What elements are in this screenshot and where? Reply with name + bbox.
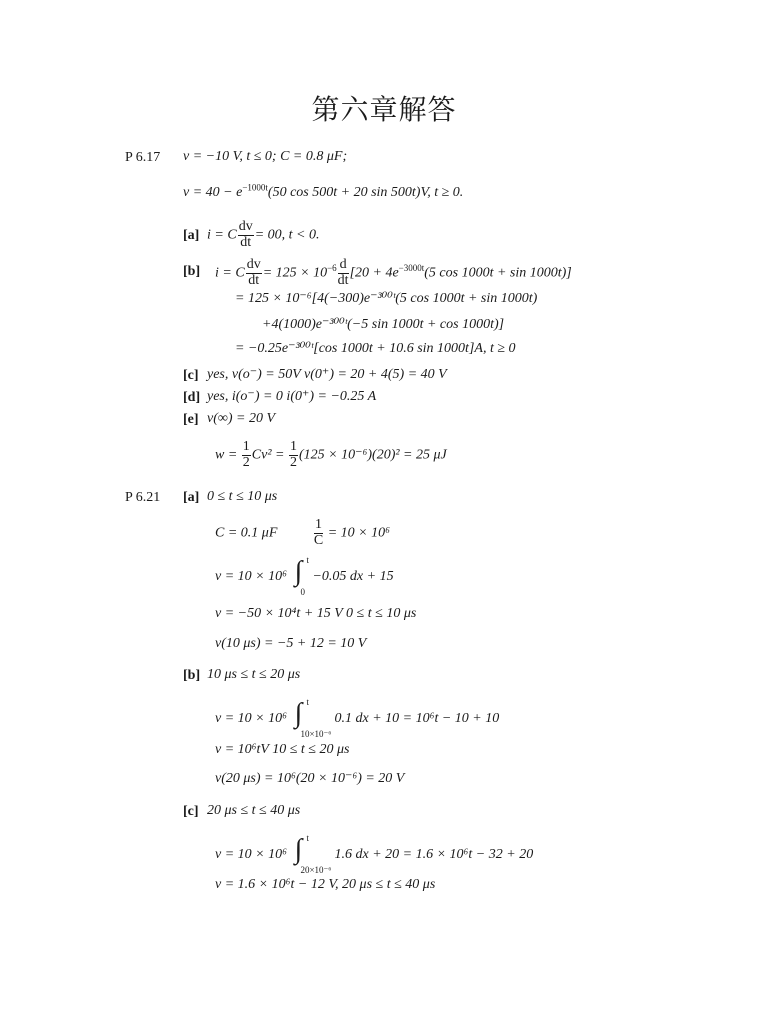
half-1-den: 2 [242, 454, 250, 470]
part-b-line-3 [262, 318, 504, 332]
p621-a-int-post: −0.05 dx + 15 [312, 569, 394, 585]
part-a-label: [a] [183, 228, 200, 243]
p621-part-b-label: [b] [183, 668, 201, 683]
part-c-body: yes, v(o⁻) = 50V v(0⁺) = 20 + 4(5) = 40 V [207, 367, 447, 382]
p621-a-voltage [215, 607, 416, 621]
given-2-exp: −1000t [242, 182, 268, 193]
p621-part-c-range [207, 804, 300, 818]
part-e-label: [e] [183, 412, 199, 427]
p621-part-b-range [207, 668, 300, 682]
part-b-l1b: [20 + 4e [349, 265, 399, 281]
w-mid: Cv² = [251, 447, 285, 463]
integral-sign: ∫ t 0 [294, 555, 309, 597]
dvdt-b-num: dv [246, 257, 261, 272]
part-d-label: [d] [183, 390, 201, 405]
w-rhs: (125 × 10⁻⁶)(20)² = 25 μJ [299, 447, 447, 463]
p621-a-v-text: v = −50 × 10⁴t + 15 V 0 ≤ t ≤ 10 μs [215, 606, 417, 621]
p621-part-c-label: [c] [183, 804, 199, 819]
d-num: d [339, 257, 347, 272]
inverse-c-num: 1 [315, 517, 323, 532]
p621-a-range-text: 0 ≤ t ≤ 10 μs [207, 489, 278, 504]
part-b-label: [b] [183, 264, 201, 279]
p621-c-range-text: 20 μs ≤ t ≤ 40 μs [207, 803, 301, 818]
half-1-num: 1 [242, 439, 250, 454]
part-d-text [207, 390, 376, 404]
part-c-text [207, 368, 447, 382]
p621-a-int-pre: v = 10 × 10⁶ [215, 569, 287, 585]
dt-den: dt [337, 272, 349, 288]
part-b-l1a: = 125 × 10 [262, 265, 328, 281]
int-c-lower: 20×10⁻⁶ [300, 865, 332, 875]
part-c-label: [c] [183, 368, 199, 383]
p621-b-v20 [215, 772, 404, 786]
part-e-body: v(∞) = 20 V [207, 411, 276, 426]
part-a-lhs: i = C [207, 227, 237, 243]
problem-label-6-21: P 6.21 [125, 490, 161, 505]
half-2-den: 2 [290, 454, 297, 470]
capacitance-value: C = 0.1 μF [215, 525, 278, 541]
w-lhs: w = [215, 447, 238, 463]
problem-label-6-17: P 6.17 [125, 150, 161, 165]
energy-equation [215, 440, 447, 470]
given-2-b: (50 cos 500t + 20 sin 500t)V, t ≥ 0. [267, 185, 464, 200]
part-e-text [207, 412, 275, 426]
p621-part-a-range [207, 490, 277, 504]
given-line-1 [183, 150, 347, 164]
d-dt-fraction [338, 258, 349, 288]
p621-b-int-post: 0.1 dx + 10 = 10⁶t − 10 + 10 [334, 711, 500, 727]
p621-c-voltage [215, 878, 435, 892]
p621-c-integral [215, 833, 534, 875]
int-b-lower: 10×10⁻⁶ [300, 729, 332, 739]
capacitance-line [215, 518, 390, 548]
dvdt-fraction [238, 220, 254, 250]
part-b-l1-exp2: −3000t [398, 262, 425, 273]
p621-a-integral [215, 555, 394, 597]
int-c-upper: t [306, 833, 309, 843]
dvdt-num: dv [238, 219, 253, 234]
int-b-upper: t [306, 697, 309, 707]
integral-sign-b: ∫ t 10×10⁻⁶ [294, 697, 332, 739]
part-b-l1-exp: −6 [327, 262, 337, 273]
p621-b-integral [215, 697, 500, 739]
half-fraction-1 [242, 440, 251, 470]
given-line-2 [183, 182, 464, 200]
page-title: 第六章解答 [311, 93, 457, 126]
p621-b-range-text: 10 μs ≤ t ≤ 20 μs [207, 667, 301, 682]
p621-a-v10 [215, 637, 366, 651]
p621-b-v-text: v = 10⁶tV 10 ≤ t ≤ 20 μs [215, 742, 350, 757]
part-a-eq [207, 220, 319, 250]
dvdt-den: dt [240, 234, 252, 250]
p621-c-int-post: 1.6 dx + 20 = 1.6 × 10⁶t − 32 + 20 [334, 847, 534, 863]
part-b-line-1 [215, 258, 572, 288]
part-b-l2: = 125 × 10⁻⁶[4(−300)e⁻³⁰⁰ᵗ(5 cos 1000t + sin 1000t) [235, 291, 538, 306]
p621-b-v20-text: v(20 μs) = 10⁶(20 × 10⁻⁶) = 20 V [215, 771, 405, 786]
dvdt-b-den: dt [248, 272, 260, 288]
inverse-c-den: C [313, 532, 324, 548]
dvdt-fraction-b [246, 258, 262, 288]
part-b-l4: = −0.25e⁻³⁰⁰ᵗ[cos 1000t + 10.6 sin 1000t]A, t ≥ 0 [235, 341, 516, 356]
half-2-num: 1 [290, 439, 297, 454]
int-lower: 0 [300, 587, 305, 597]
p621-b-voltage [215, 743, 349, 757]
half-fraction-2 [289, 440, 298, 470]
part-d-body: yes, i(o⁻) = 0 i(0⁺) = −0.25 A [207, 389, 377, 404]
part-a-rhs: = 00, t < 0. [254, 227, 320, 243]
given-2-a: v = 40 − e [183, 185, 243, 200]
part-b-line-2 [235, 292, 537, 306]
inverse-c-fraction [314, 518, 323, 548]
p621-b-int-pre: v = 10 × 10⁶ [215, 711, 287, 727]
p621-part-a-label: [a] [183, 490, 200, 505]
inverse-c-rhs: = 10 × 10⁶ [327, 525, 390, 541]
int-upper: t [306, 555, 309, 565]
p621-c-int-pre: v = 10 × 10⁶ [215, 847, 287, 863]
given-1-text: v = −10 V, t ≤ 0; C = 0.8 μF; [183, 149, 348, 164]
part-b-l1c: (5 cos 1000t + sin 1000t)] [424, 265, 572, 281]
p621-c-v-text: v = 1.6 × 10⁶t − 12 V, 20 μs ≤ t ≤ 40 μs [215, 877, 436, 892]
p621-a-v10-text: v(10 μs) = −5 + 12 = 10 V [215, 636, 367, 651]
part-b-line-4 [235, 342, 516, 356]
integral-sign-c: ∫ t 20×10⁻⁶ [294, 833, 332, 875]
part-b-i: i = C [215, 265, 245, 281]
part-b-l3: +4(1000)e⁻³⁰⁰ᵗ(−5 sin 1000t + cos 1000t)] [262, 317, 505, 332]
